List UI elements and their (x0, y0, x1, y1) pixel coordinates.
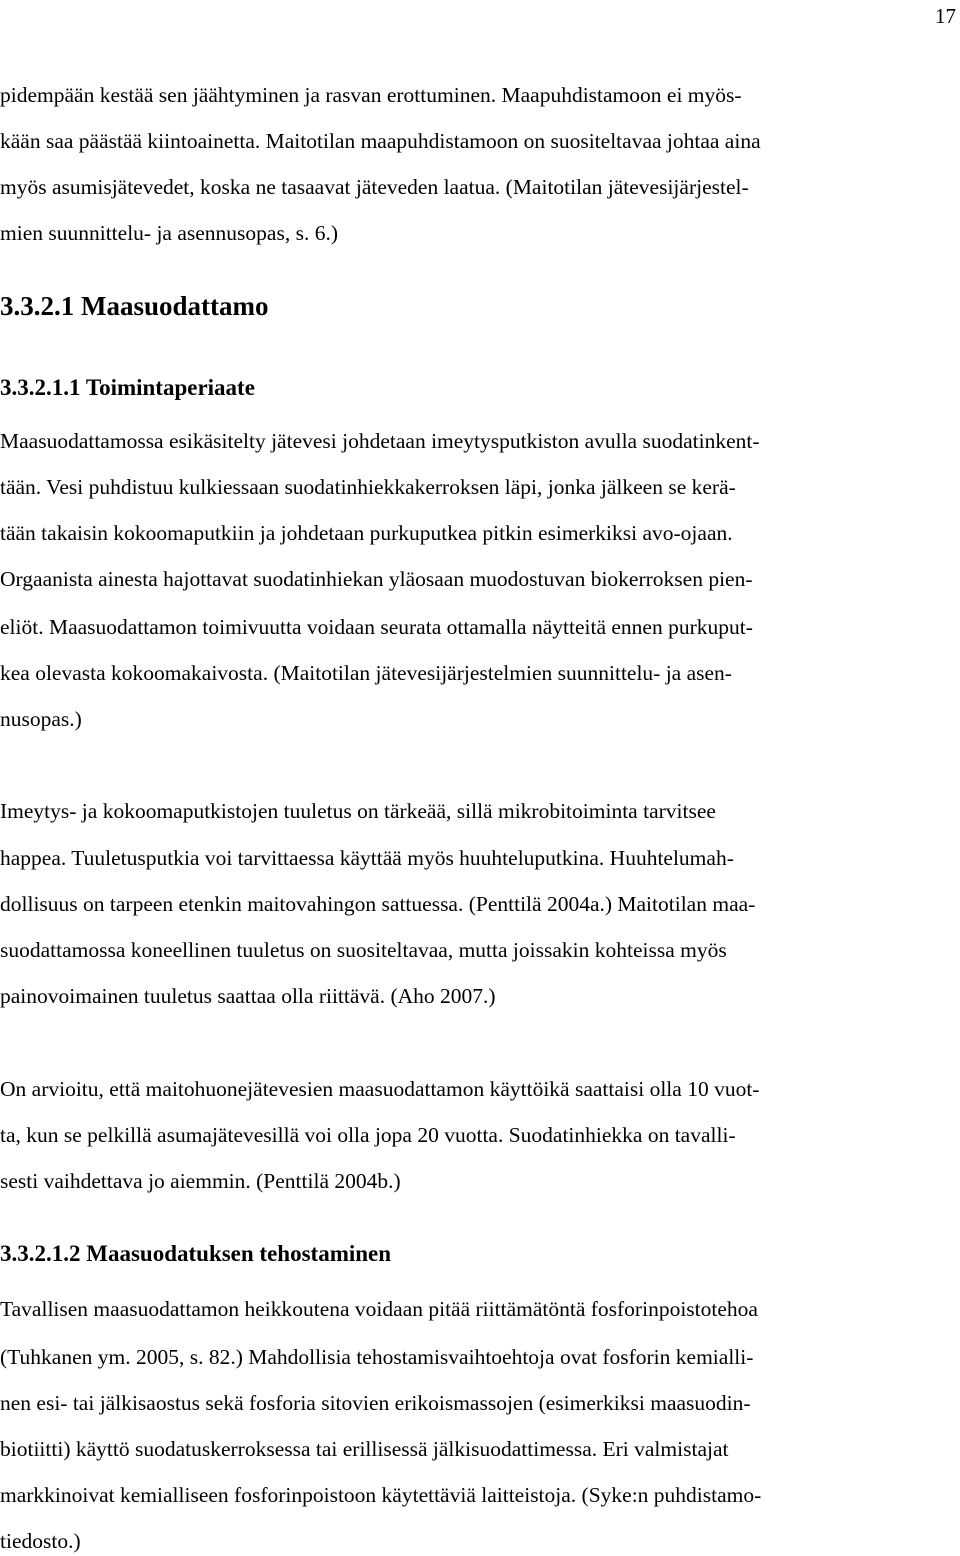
paragraph-5-line-4: biotiitti) käyttö suodatuskerroksessa tai erillisessä jälkisuodattimessa. Eri valmistajat (0, 1437, 729, 1461)
paragraph-3-line-1: Imeytys- ja kokoomaputkistojen tuuletus on tärkeää, sillä mikrobitoiminta tarvitsee (0, 799, 716, 823)
subsection-heading-tehostaminen: 3.3.2.1.2 Maasuodatuksen tehostaminen (0, 1241, 392, 1266)
paragraph-1-line-3: myös asumisjätevedet, koska ne tasaavat jäteveden laatua. (Maitotilan jätevesijärjestel- (0, 175, 749, 199)
paragraph-5-line-2: (Tuhkanen ym. 2005, s. 82.) Mahdollisia tehostamisvaihtoehtoja ovat fosforin kemialli- (0, 1345, 754, 1369)
paragraph-5-line-1: Tavallisen maasuodattamon heikkoutena voidaan pitää riittämätöntä fosforinpoistotehoa (0, 1297, 758, 1321)
section-heading-maasuodattamo: 3.3.2.1 Maasuodattamo (0, 291, 269, 321)
paragraph-2-line-3: tään takaisin kokoomaputkiin ja johdetaan purkuputkea pitkin esimerkiksi avo-ojaan. (0, 521, 733, 545)
page-number: 17 (935, 4, 956, 28)
paragraph-4-line-2: ta, kun se pelkillä asumajätevesillä voi olla jopa 20 vuotta. Suodatinhiekka on tavalli- (0, 1123, 736, 1147)
paragraph-1-line-4: mien suunnittelu- ja asennusopas, s. 6.) (0, 221, 338, 245)
paragraph-2-line-7: nusopas.) (0, 707, 82, 731)
paragraph-3-line-4: suodattamossa koneellinen tuuletus on suositeltavaa, mutta joissakin kohteissa myös (0, 938, 727, 962)
paragraph-3-line-3: dollisuus on tarpeen etenkin maitovahingon sattuessa. (Penttilä 2004a.) Maitotilan maa- (0, 892, 756, 916)
paragraph-5-line-5: markkinoivat kemialliseen fosforinpoistoon käytettäviä laitteistoja. (Syke:n puhdistamo- (0, 1483, 762, 1507)
subsection-heading-toimintaperiaate: 3.3.2.1.1 Toimintaperiaate (0, 375, 255, 400)
paragraph-3-line-2: happea. Tuuletusputkia voi tarvittaessa käyttää myös huuhteluputkina. Huuhtelumah- (0, 846, 734, 870)
paragraph-2-line-4: Orgaanista ainesta hajottavat suodatinhiekan yläosaan muodostuvan biokerroksen pien- (0, 567, 753, 591)
paragraph-5-line-3: nen esi- tai jälkisaostus sekä fosforia sitovien erikoismassojen (esimerkiksi maasuodin- (0, 1391, 751, 1415)
paragraph-1-line-1: pidempään kestää sen jäähtyminen ja rasvan erottuminen. Maapuhdistamoon ei myös- (0, 83, 742, 107)
paragraph-1-line-2: kään saa päästää kiintoainetta. Maitotilan maapuhdistamoon on suositeltavaa johtaa aina (0, 129, 761, 153)
paragraph-5-line-6: tiedosto.) (0, 1529, 81, 1553)
paragraph-4-line-3: sesti vaihdettava jo aiemmin. (Penttilä 2004b.) (0, 1169, 401, 1193)
paragraph-2-line-6: kea olevasta kokoomakaivosta. (Maitotilan jätevesijärjestelmien suunnittelu- ja asen- (0, 661, 732, 685)
paragraph-4-line-1: On arvioitu, että maitohuonejätevesien maasuodattamon käyttöikä saattaisi olla 10 vuot- (0, 1077, 760, 1101)
paragraph-2-line-5: eliöt. Maasuodattamon toimivuutta voidaan seurata ottamalla näytteitä ennen purkuput- (0, 615, 753, 639)
paragraph-2-line-2: tään. Vesi puhdistuu kulkiessaan suodatinhiekkakerroksen läpi, jonka jälkeen se kerä- (0, 475, 736, 499)
paragraph-2-line-1: Maasuodattamossa esikäsitelty jätevesi johdetaan imeytysputkiston avulla suodatinkent- (0, 429, 760, 453)
paragraph-3-line-5: painovoimainen tuuletus saattaa olla riittävä. (Aho 2007.) (0, 984, 496, 1008)
